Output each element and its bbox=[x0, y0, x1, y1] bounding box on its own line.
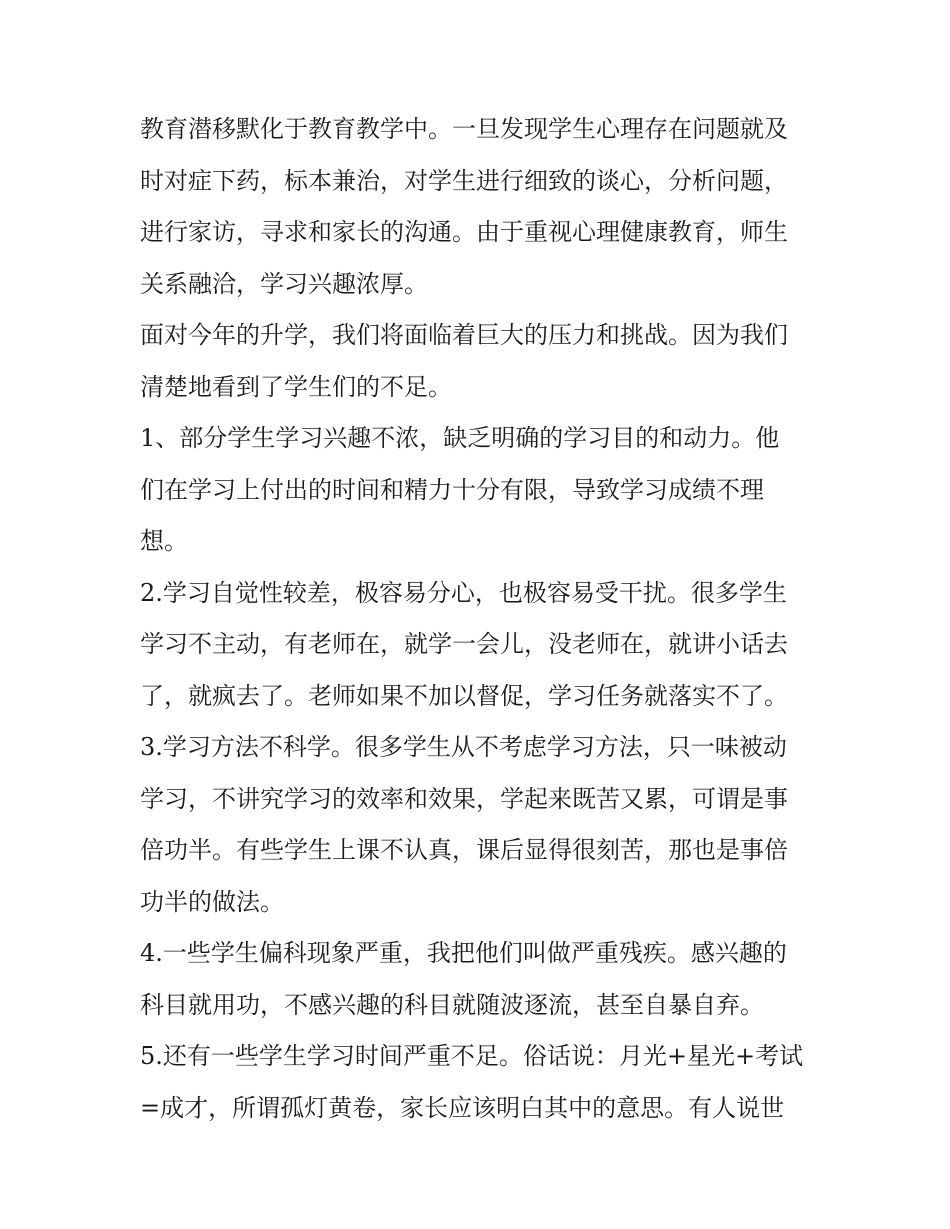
text-line: 们在学习上付出的时间和精力十分有限，导致学习成绩不理 bbox=[140, 475, 764, 504]
text-line: 科目就用功，不感兴趣的科目就随波逐流，甚至自暴自弃。 bbox=[140, 990, 764, 1019]
text-line: 学习不主动，有老师在，就学一会儿，没老师在，就讲小话去 bbox=[140, 630, 788, 658]
text-line: 时对症下药，标本兼治，对学生进行细致的谈心，分析问题， bbox=[140, 166, 788, 195]
text-line: 关系融洽，学习兴趣浓厚。 bbox=[140, 269, 428, 298]
text-line: 1、部分学生学习兴趣不浓，缺乏明确的学习目的和动力。他 bbox=[140, 424, 780, 452]
document-body bbox=[140, 104, 830, 1134]
text-line: 5.还有一些学生学习时间严重不足。俗话说：月光+星光+考试 bbox=[140, 1042, 804, 1070]
text-line: 想。 bbox=[140, 527, 188, 555]
text-line: 功半的做法。 bbox=[140, 887, 284, 916]
text-line: 进行家访，寻求和家长的沟通。由于重视心理健康教育，师生 bbox=[140, 218, 788, 246]
text-line: 倍功半。有些学生上课不认真，课后显得很刻苦，那也是事倍 bbox=[140, 836, 788, 864]
text-line: 学习，不讲究学习的效率和效果，学起来既苦又累，可谓是事 bbox=[140, 784, 788, 813]
text-line: 面对今年的升学，我们将面临着巨大的压力和挑战。因为我们 bbox=[140, 321, 788, 349]
text-line: 清楚地看到了学生们的不足。 bbox=[140, 372, 452, 401]
text-line: 3.学习方法不科学。很多学生从不考虑学习方法，只一味被动 bbox=[140, 733, 787, 761]
text-line: 了，就疯去了。老师如果不加以督促，学习任务就落实不了。 bbox=[140, 681, 788, 710]
text-line: =成才，所谓孤灯黄卷，家长应该明白其中的意思。有人说世 bbox=[140, 1093, 785, 1122]
text-line: 4.一些学生偏科现象严重，我把他们叫做严重残疾。感兴趣的 bbox=[140, 939, 787, 967]
text-line: 教育潜移默化于教育教学中。一旦发现学生心理存在问题就及 bbox=[140, 115, 788, 143]
text-line: 2.学习自觉性较差，极容易分心，也极容易受干扰。很多学生 bbox=[140, 578, 787, 607]
